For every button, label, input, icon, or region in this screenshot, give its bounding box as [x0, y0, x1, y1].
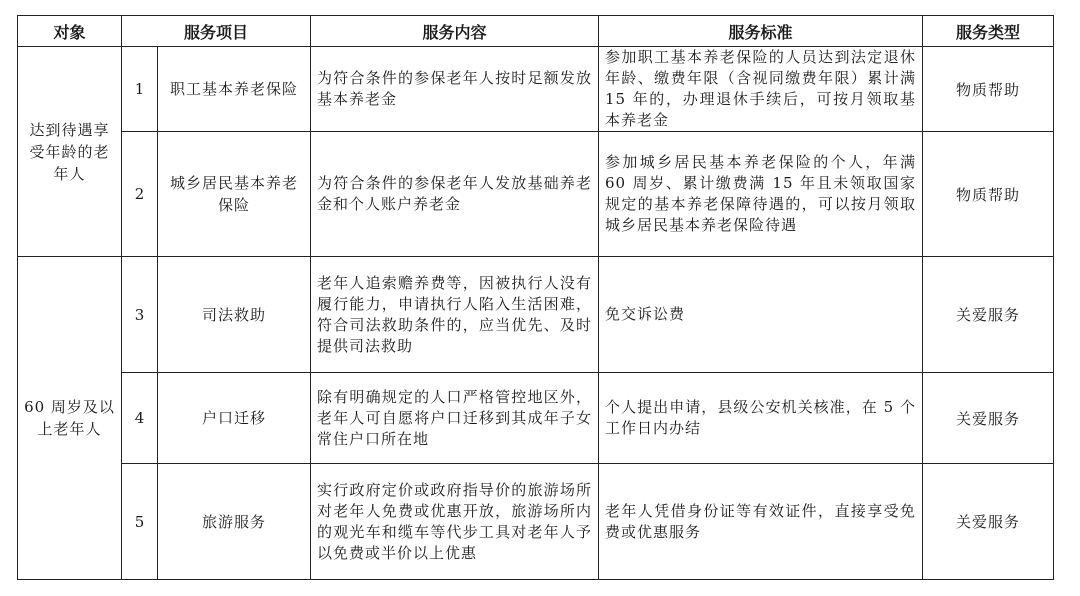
row-number: 4	[122, 373, 158, 464]
standard-cell: 参加城乡居民基本养老保险的个人，年满 60 周岁、累计缴费满 15 年且未领取国家规定的基本养老保障待遇的，可以按月领取城乡居民基本养老保险待遇	[599, 132, 923, 257]
type-cell: 关爱服务	[923, 373, 1054, 464]
table-row	[18, 257, 1054, 373]
item-cell: 户口迁移	[158, 373, 311, 464]
item-cell: 司法救助	[158, 257, 311, 373]
content-cell: 老年人追索赡养费等，因被执行人没有履行能力，申请执行人陷入生活困难，符合司法救助条件的，应当优先、及时提供司法救助	[311, 257, 599, 373]
item-cell: 城乡居民基本养老保险	[158, 132, 311, 257]
header-standard: 服务标准	[599, 16, 923, 47]
type-cell: 关爱服务	[923, 257, 1054, 373]
header-type: 服务类型	[923, 16, 1054, 47]
content-cell: 为符合条件的参保老年人发放基础养老金和个人账户养老金	[311, 132, 599, 257]
standard-cell: 老年人凭借身份证等有效证件，直接享受免费或优惠服务	[599, 464, 923, 580]
row-number: 5	[122, 464, 158, 580]
row-number: 1	[122, 47, 158, 132]
type-cell: 关爱服务	[923, 464, 1054, 580]
item-cell: 旅游服务	[158, 464, 311, 580]
header-target: 对象	[18, 16, 122, 47]
table-row	[18, 373, 1054, 464]
content-cell: 除有明确规定的人口严格管控地区外，老年人可自愿将户口迁移到其成年子女常住户口所在地	[311, 373, 599, 464]
content-cell: 实行政府定价或政府指导价的旅游场所对老年人免费或优惠开放，旅游场所内的观光车和缆车等代步工具对老年人予以免费或半价以上优惠	[311, 464, 599, 580]
type-cell: 物质帮助	[923, 132, 1054, 257]
standard-cell: 免交诉讼费	[599, 257, 923, 373]
header-item: 服务项目	[122, 16, 311, 47]
header-content: 服务内容	[311, 16, 599, 47]
header-row	[18, 16, 1054, 47]
table-row	[18, 132, 1054, 257]
target-cell: 达到待遇享受年龄的老年人	[18, 47, 122, 257]
standard-cell: 个人提出申请，县级公安机关核准，在 5 个工作日内办结	[599, 373, 923, 464]
row-number: 3	[122, 257, 158, 373]
target-cell: 60 周岁及以上老年人	[18, 257, 122, 580]
table-row	[18, 47, 1054, 132]
service-table	[17, 15, 1054, 580]
content-cell: 为符合条件的参保老年人按时足额发放基本养老金	[311, 47, 599, 132]
item-cell: 职工基本养老保险	[158, 47, 311, 132]
standard-cell: 参加职工基本养老保险的人员达到法定退休年龄、缴费年限（含视同缴费年限）累计满 15 年的，办理退休手续后，可按月领取基本养老金	[599, 47, 923, 132]
row-number: 2	[122, 132, 158, 257]
table-row	[18, 464, 1054, 580]
type-cell: 物质帮助	[923, 47, 1054, 132]
